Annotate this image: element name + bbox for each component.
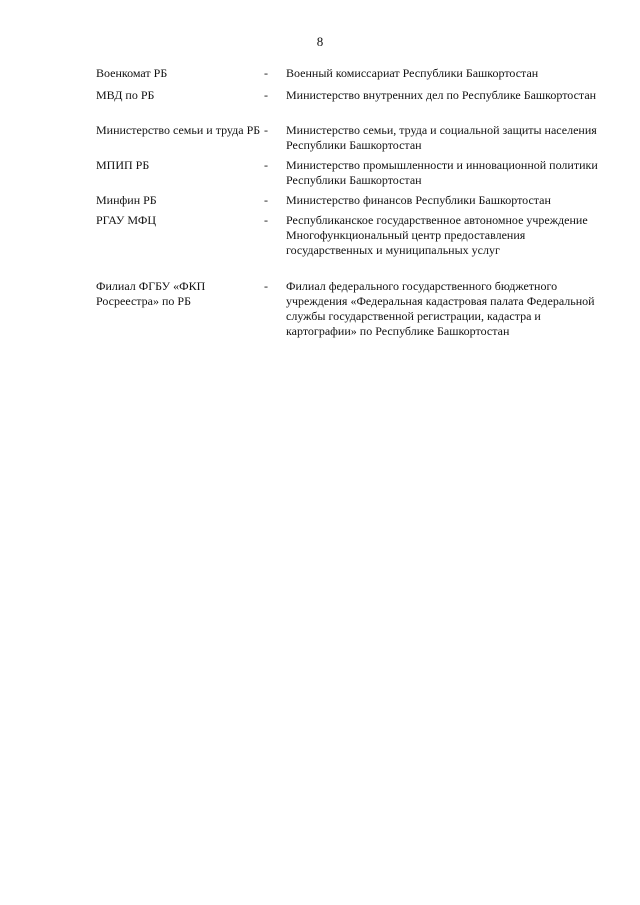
abbreviation-definition: Министерство финансов Республики Башкортостан	[286, 193, 551, 207]
abbreviation-entry	[96, 88, 606, 123]
abbreviation-term: РГАУ МФЦ	[96, 213, 157, 227]
abbreviation-term: Военкомат РБ	[96, 66, 168, 80]
separator-dash: -	[264, 193, 268, 207]
separator-dash: -	[264, 158, 268, 172]
abbreviation-entry	[96, 158, 606, 193]
abbreviation-definition: Филиал федерального государственного бюджетного учреждения «Федеральная кадастровая палата Федеральной службы государственной регистрации, кадастра и картографии» по Республике Башкортостан	[286, 279, 595, 338]
abbreviation-definition: Министерство промышленности и инновационной политики Республики Башкортостан	[286, 158, 598, 187]
abbreviation-entry	[96, 213, 606, 279]
separator-dash: -	[264, 279, 268, 293]
separator-dash: -	[264, 88, 268, 102]
abbreviation-term: МВД по РБ	[96, 88, 155, 102]
abbreviation-list	[96, 66, 606, 345]
abbreviation-term: МПИП РБ	[96, 158, 150, 172]
separator-dash: -	[264, 123, 268, 137]
abbreviation-definition: Военный комиссариат Республики Башкортостан	[286, 66, 539, 80]
abbreviation-term: Минфин РБ	[96, 193, 157, 207]
abbreviation-definition: Министерство внутренних дел по Республике Башкортостан	[286, 88, 597, 102]
separator-dash: -	[264, 213, 268, 227]
separator-dash: -	[264, 66, 268, 80]
page-number: 8	[316, 34, 324, 49]
abbreviation-definition: Республиканское государственное автономное учреждение Многофункциональный центр предоставления государственных и муниципальных услуг	[286, 213, 588, 257]
abbreviation-entry	[96, 193, 606, 213]
abbreviation-term: Филиал ФГБУ «ФКП Росреестра» по РБ	[96, 279, 206, 308]
abbreviation-entry	[96, 123, 606, 158]
abbreviation-entry	[96, 279, 606, 345]
abbreviation-entry	[96, 66, 606, 88]
abbreviation-term: Министерство семьи и труда РБ	[96, 123, 261, 137]
abbreviation-definition: Министерство семьи, труда и социальной защиты населения Республики Башкортостан	[286, 123, 597, 152]
